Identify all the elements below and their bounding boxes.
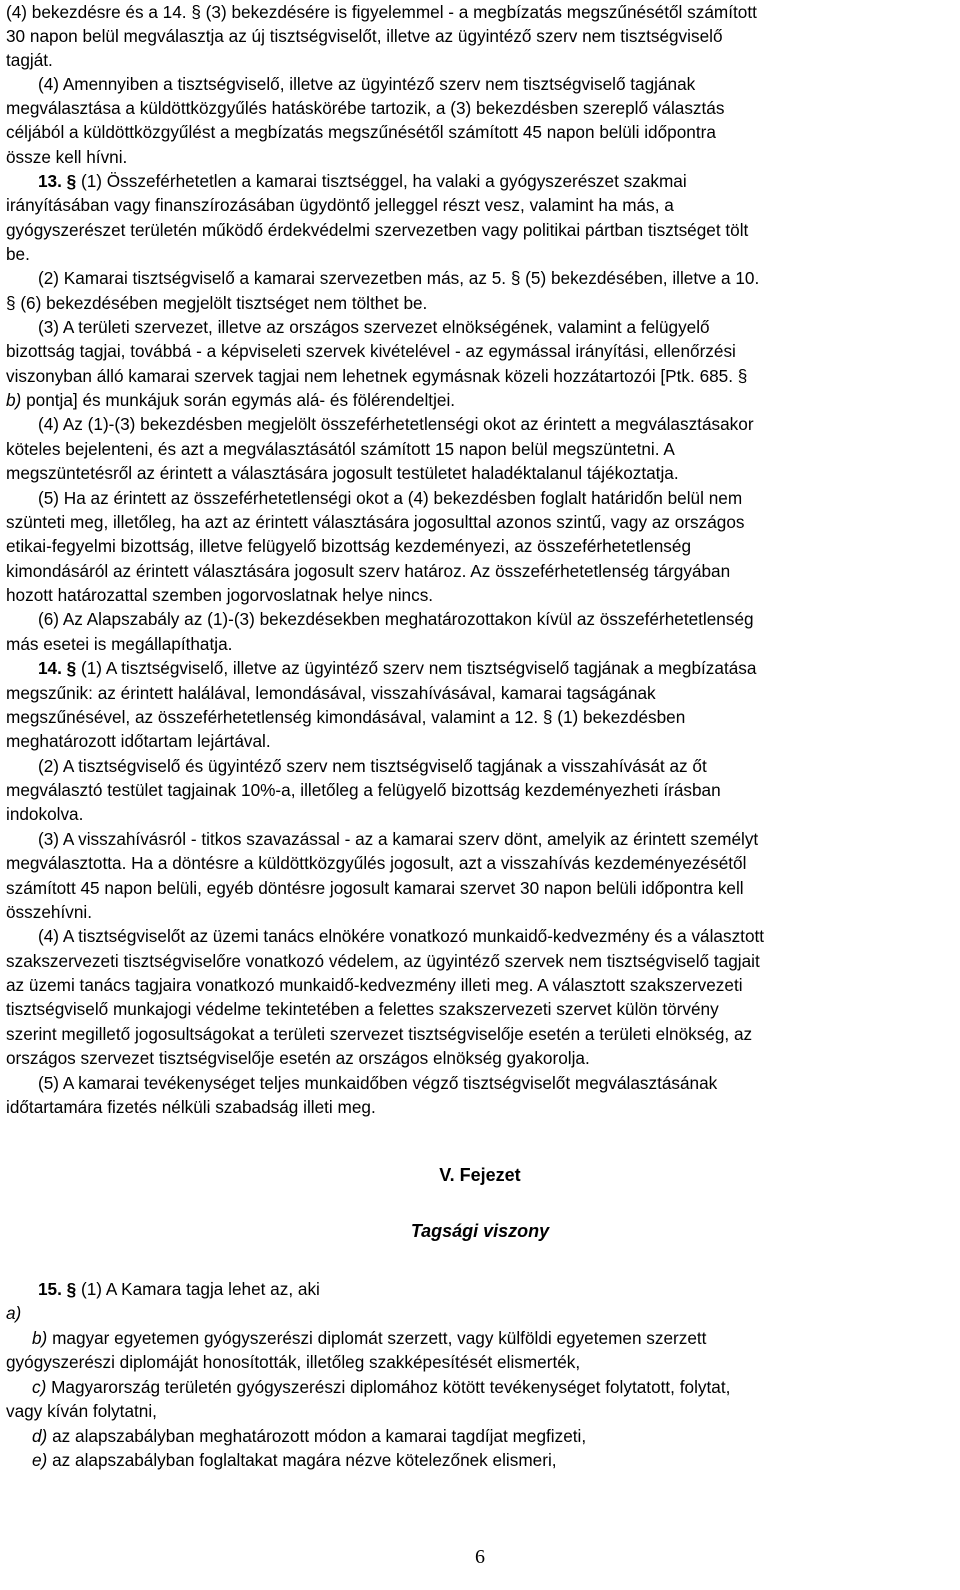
text-line-with-letter xyxy=(6,388,455,413)
list-item-letter: d) xyxy=(32,1426,48,1446)
text-line: tagját. xyxy=(6,50,53,70)
text-line: megválasztása a küldöttközgyűlés hatáskörébe tartozik, a (3) bekezdésben szereplő választás xyxy=(6,98,725,118)
text-span: magyar egyetemen gyógyszerészi diplomát szerzett, vagy külföldi egyetemen szerzett xyxy=(52,1328,707,1348)
text-line: meghatározott időtartam lejártával. xyxy=(6,731,271,751)
text-line: (4) bekezdésre és a 14. § (3) bekezdésére is figyelemmel - a megbízatás megszűnésétől számított xyxy=(6,2,757,22)
section-15-line xyxy=(6,1277,320,1302)
text-line: 30 napon belül megválasztja az új tisztségviselőt, illetve az ügyintéző szerv nem tisztségviselő xyxy=(6,26,723,46)
chapter-subtitle: Tagsági viszony xyxy=(410,1221,550,1241)
text-line: összehívni. xyxy=(6,902,92,922)
text-span: az alapszabályban foglaltakat magára nézve kötelezőnek elismeri, xyxy=(52,1450,557,1470)
text-line: be. xyxy=(6,244,30,264)
text-line: (5) A kamarai tevékenységet teljes munkaidőben végző tisztségviselőt megválasztásának xyxy=(38,1073,718,1093)
text-line: (2) Kamarai tisztségviselő a kamarai szervezetben más, az 5. § (5) bekezdésében, illetve a 10. xyxy=(38,268,760,288)
text-line: számított 45 napon belüli, egyéb döntésre jogosult kamarai szervet 30 napon belüli időpontra kell xyxy=(6,878,744,898)
text-line: szakszervezeti tisztségviselőre vonatkozó védelem, az ügyintéző szervek nem tisztségviselő tagjait xyxy=(6,951,760,971)
text-line: más esetei is megállapíthatja. xyxy=(6,634,233,654)
text-line: megválasztotta. Ha a döntésre a küldöttközgyűlés jogosult, azt a visszahívás kezdeményezésétől xyxy=(6,853,747,873)
text-line: köteles bejelenteni, és azt a megválasztásától számított 15 napon belül megszüntetni. A xyxy=(6,439,675,459)
text-span: (1) A Kamara tagja lehet az, aki xyxy=(81,1279,320,1299)
text-line: országos szervezet tisztségviselője esetén az országos elnökség gyakorolja. xyxy=(6,1048,590,1068)
text-line: időtartamára fizetés nélküli szabadság illeti meg. xyxy=(6,1097,376,1117)
text-line: § (6) bekezdésében megjelölt tisztséget nem tölthet be. xyxy=(6,293,428,313)
text-line: gyógyszerészet területén működő érdekvédelmi szervezetben vagy politikai pártban tisztséget tölt xyxy=(6,220,749,240)
text-line: (4) Amennyiben a tisztségviselő, illetve az ügyintéző szerv nem tisztségviselő tagjának xyxy=(38,74,696,94)
text-line: viszonyban álló kamarai szervek tagjai nem lehetnek egymásnak közeli hozzátartozói [Ptk. 685. § xyxy=(6,366,748,386)
section-number: 15. § xyxy=(38,1279,77,1299)
text-span: pontja] és munkájuk során egymás alá- és fölérendeltjei. xyxy=(26,390,456,410)
text-line: (4) A tisztségviselőt az üzemi tanács elnökére vonatkozó munkaidő-kedvezmény és a választott xyxy=(38,926,765,946)
text-line: hozott határozattal szemben jogorvoslatnak helye nincs. xyxy=(6,585,434,605)
text-line: (3) A visszahívásról - titkos szavazással - az a kamarai szerv dönt, amelyik az érintett személyt xyxy=(38,829,759,849)
text-line: indokolva. xyxy=(6,804,84,824)
text-line: szünteti meg, illetőleg, ha azt az érintett választására jogosulttal azonos szintű, vagy az országos xyxy=(6,512,745,532)
text-line: megszűnik: az érintett halálával, lemondásával, visszahívásával, kamarai tagságának xyxy=(6,683,656,703)
list-item-letter: c) xyxy=(32,1377,47,1397)
list-item-letter: a) xyxy=(6,1303,22,1323)
list-item xyxy=(6,1326,706,1351)
page-number: 6 xyxy=(475,1546,485,1568)
text-line: (5) Ha az érintett az összeférhetetlenségi okot a (4) bekezdésben foglalt határidőn belül nem xyxy=(38,488,743,508)
text-line: (2) A tisztségviselő és ügyintéző szerv nem tisztségviselő tagjának a visszahívását az őt xyxy=(38,756,707,776)
text-line: bizottság tagjai, továbbá - a képviseleti szervek kivételével - az egymással irányítási, ellenőrzési xyxy=(6,341,736,361)
section-14-line xyxy=(6,656,756,681)
section-number: 14. § xyxy=(38,658,77,678)
text-line: tisztségviselő munkajogi védelme tekintetében a felettes szakszervezeti szervet külön törvény xyxy=(6,999,719,1019)
text-line: etikai-fegyelmi bizottság, illetve felügyelő bizottság kezdeményezi, az összeférhetetlenség xyxy=(6,536,691,556)
list-item xyxy=(6,1448,557,1473)
text-line: megszüntetésről az érintett a választására jogosult testületet haladéktalanul tájékoztatja. xyxy=(6,463,679,483)
letter-label: b) xyxy=(6,390,22,410)
text-line: gyógyszerészi diplomáját honosították, illetőleg szakképesítését elismerték, xyxy=(6,1352,581,1372)
text-line: kimondásáról az érintett választására jogosult szerv határoz. Az összeférhetetlenség tárgyában xyxy=(6,561,731,581)
text-line: az üzemi tanács tagjaira vonatkozó munkaidő-kedvezmény illeti meg. A választott szakszervezeti xyxy=(6,975,743,995)
text-line: (3) A területi szervezet, illetve az országos szervezet elnökségének, valamint a felügyelő xyxy=(38,317,710,337)
text-line: (4) Az (1)-(3) bekezdésben megjelölt összeférhetetlenségi okot az érintett a megválasztásakor xyxy=(38,414,754,434)
text-line: (6) Az Alapszabály az (1)-(3) bekezdésekben meghatározottakon kívül az összeférhetetlenség xyxy=(38,609,754,629)
text-span: (1) Összeférhetetlen a kamarai tisztséggel, ha valaki a gyógyszerészet szakmai xyxy=(81,171,687,191)
text-span: Magyarország területén gyógyszerészi diplomához kötött tevékenységet folytatott, folytat, xyxy=(51,1377,731,1397)
text-line: vagy kíván folytatni, xyxy=(6,1401,157,1421)
text-line: irányításában vagy finanszírozásában ügydöntő jelleggel részt vesz, valamint ha más, a xyxy=(6,195,674,215)
text-line: szerint megillető jogosultságokat a területi szervezet tisztségviselője esetén a területi elnökség, az xyxy=(6,1024,753,1044)
text-span: (1) A tisztségviselő, illetve az ügyintéző szerv nem tisztségviselő tagjának a megbízatása xyxy=(81,658,757,678)
list-item xyxy=(6,1424,586,1449)
section-13-line xyxy=(6,169,687,194)
text-span: az alapszabályban meghatározott módon a kamarai tagdíjat megfizeti, xyxy=(52,1426,587,1446)
list-item-letter: e) xyxy=(32,1450,48,1470)
list-item xyxy=(6,1375,730,1400)
text-line: megválasztó testület tagjainak 10%-a, illetőleg a felügyelő bizottság kezdeményezheti írásban xyxy=(6,780,721,800)
text-line: céljából a küldöttközgyűlést a megbízatás megszűnésétől számított 45 napon belüli időpontra xyxy=(6,122,716,142)
section-number: 13. § xyxy=(38,171,77,191)
list-item-letter: b) xyxy=(32,1328,48,1348)
text-line: megszűnésével, az összeférhetetlenség kimondásával, valamint a 12. § (1) bekezdésben xyxy=(6,707,686,727)
text-line: össze kell hívni. xyxy=(6,147,128,167)
chapter-title: V. Fejezet xyxy=(439,1165,521,1185)
